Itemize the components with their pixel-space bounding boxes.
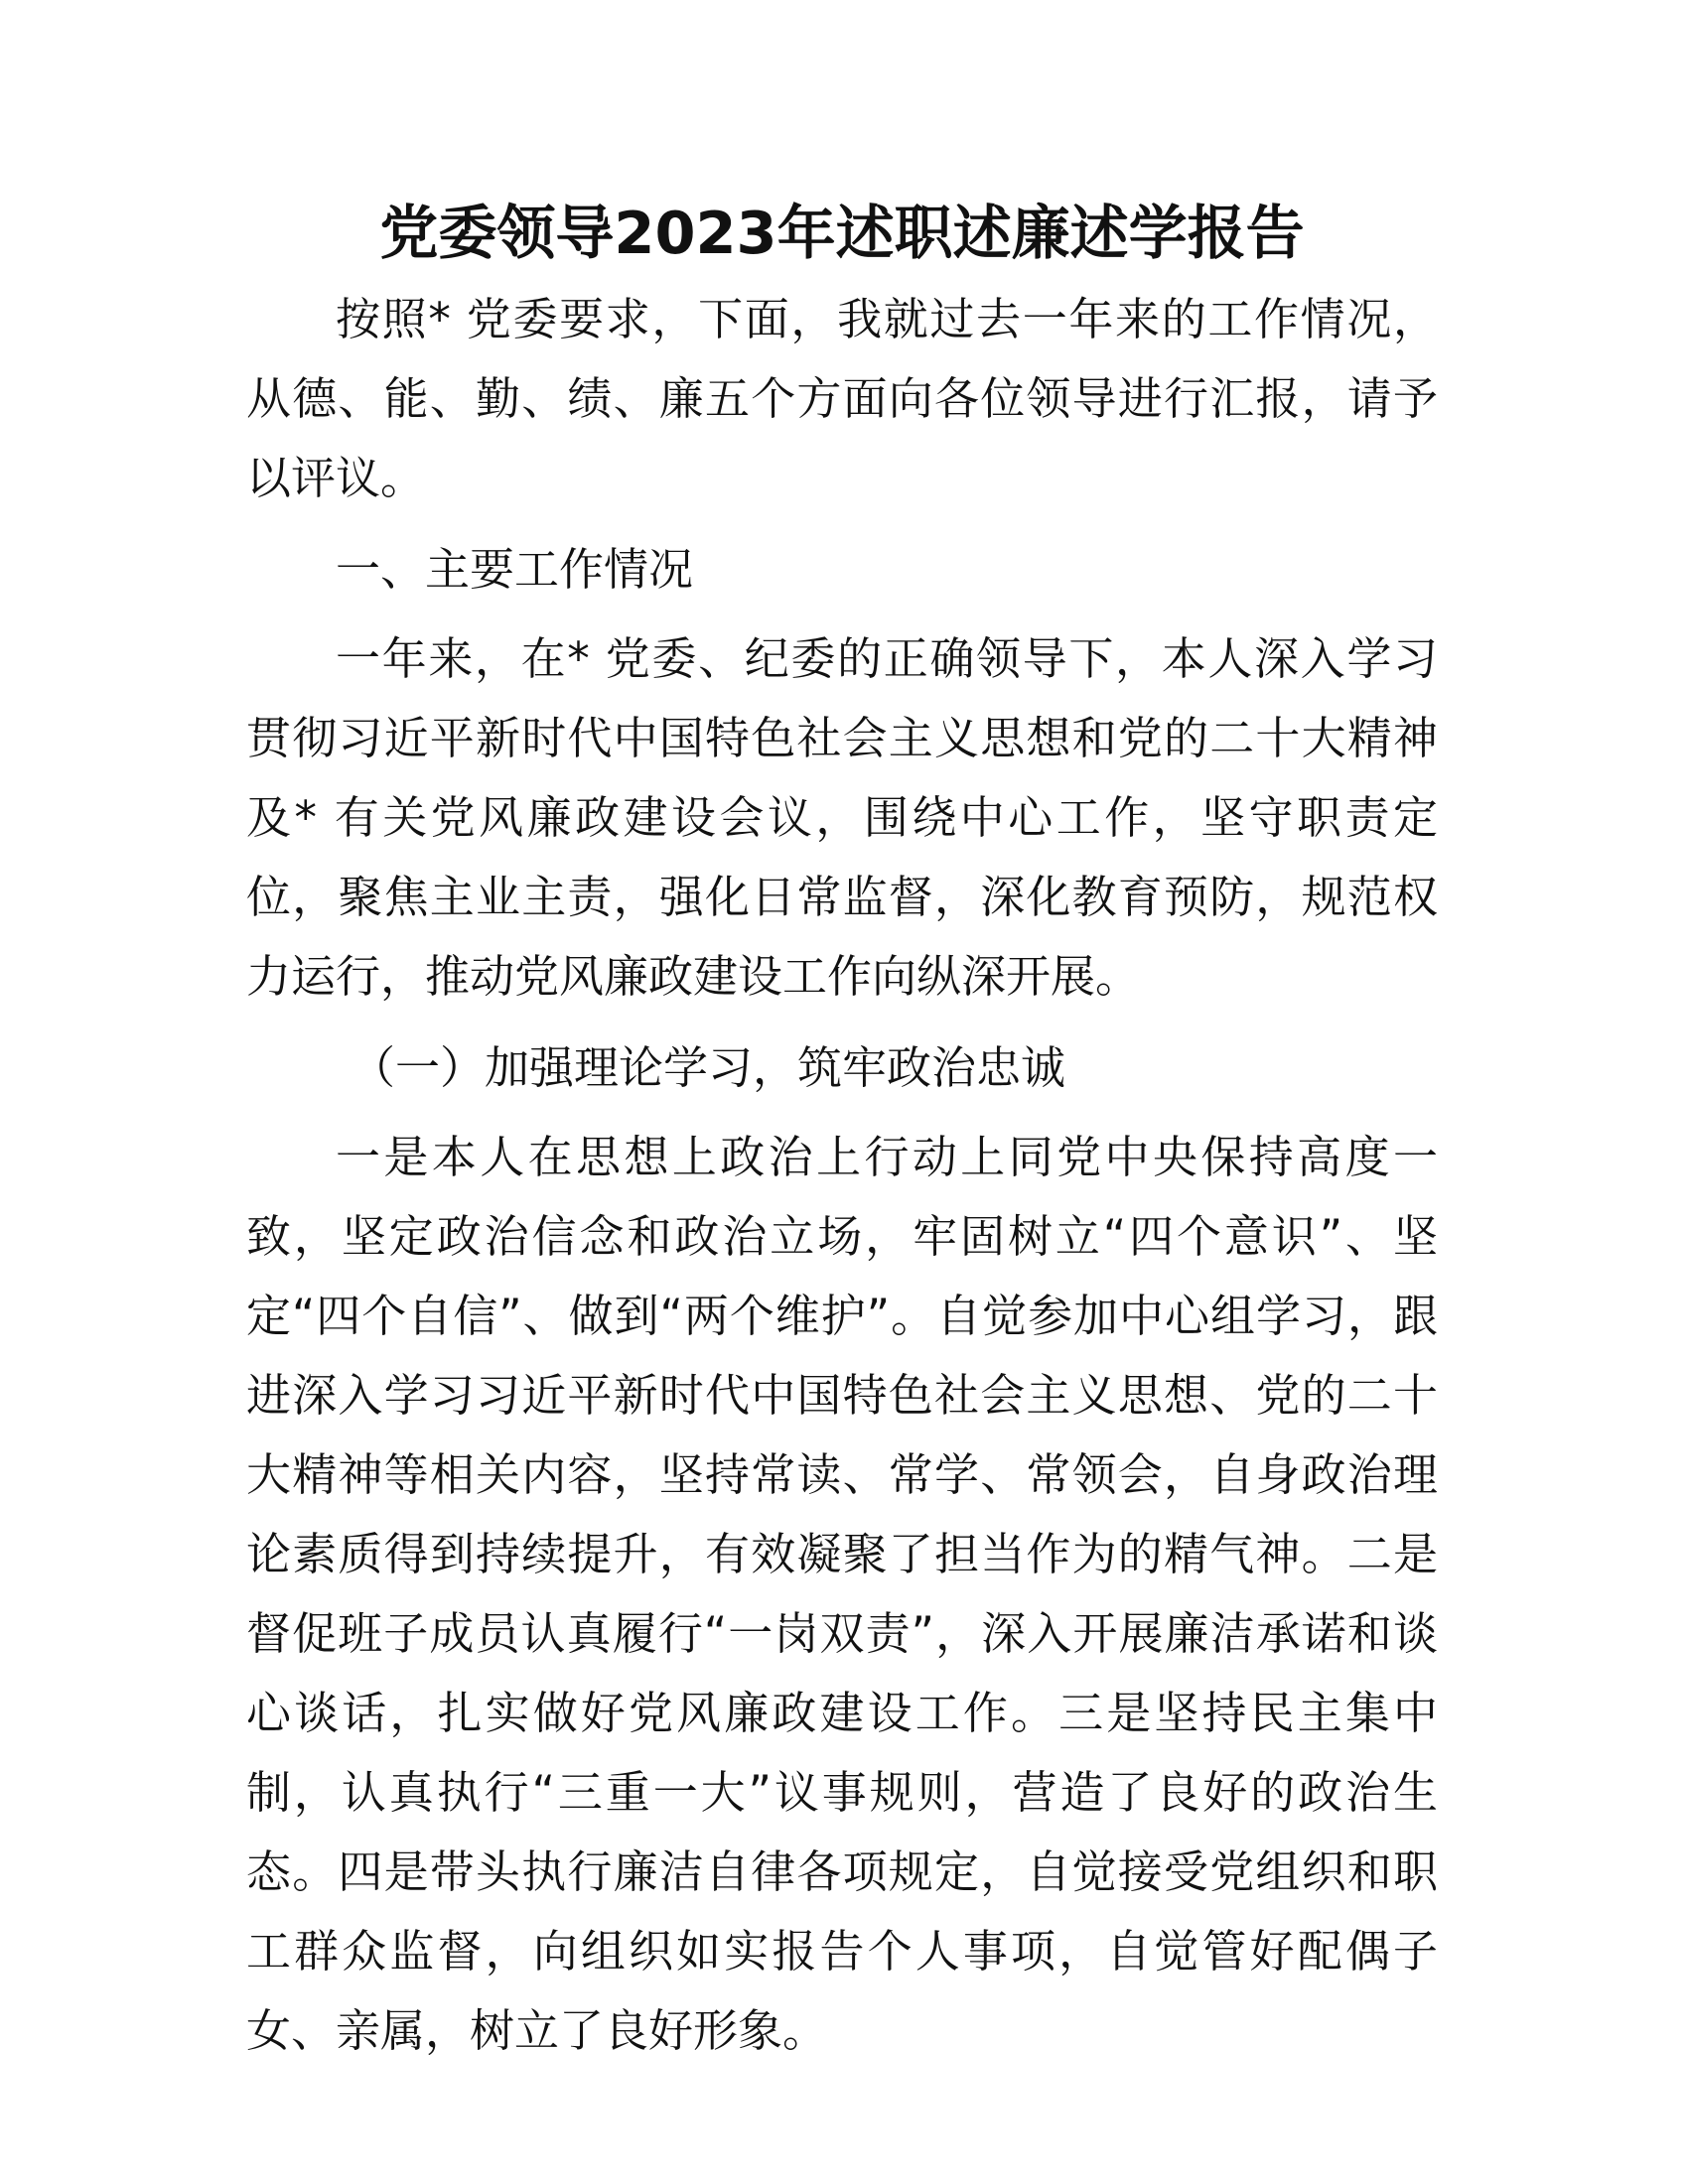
section-paragraph-main-work: 一年来，在* 党委、纪委的正确领导下，本人深入学习贯彻习近平新时代中国特色社会主义思想和党的二十大精神及* 有关党风廉政建设会议，围绕中心工作，坚守职责定位，聚焦主业主责，强化日常监督，深化教育预防，规范权力运行，推动党风廉政建设工作向纵深开展。 xyxy=(246,632,1438,1003)
document-page xyxy=(246,189,1438,2071)
subsection-heading-theory-study: （一）加强理论学习，筑牢政治忠诚 xyxy=(351,1041,1066,1094)
document-title: 党委领导2023年述职述廉述学报告 xyxy=(379,199,1305,267)
intro-paragraph: 按照* 党委要求，下面，我就过去一年来的工作情况，从德、能、勤、绩、廉五个方面向各位领导进行汇报，请予以评议。 xyxy=(246,293,1438,504)
subsection-paragraph-theory-study: 一是本人在思想上政治上行动上同党中央保持高度一致，坚定政治信念和政治立场，牢固树立“四个意识”、坚定“四个自信”、做到“两个维护”。自觉参加中心组学习，跟进深入学习习近平新时代中国特色社会主义思想、党的二十大精神等相关内容，坚持常读、常学、常领会，自身政治理论素质得到持续提升，有效凝聚了担当作为的精气神。二是督促班子成员认真履行“一岗双责”，深入开展廉洁承诺和谈心谈话，扎实做好党风廉政建设工作。三是坚持民主集中制，认真执行“三重一大”议事规则，营造了良好的政治生态。四是带头执行廉洁自律各项规定，自觉接受党组织和职工群众监督，向组织如实报告个人事项，自觉管好配偶子女、亲属，树立了良好形象。 xyxy=(246,1131,1438,2057)
section-heading-main-work: 一、主要工作情况 xyxy=(336,543,694,596)
